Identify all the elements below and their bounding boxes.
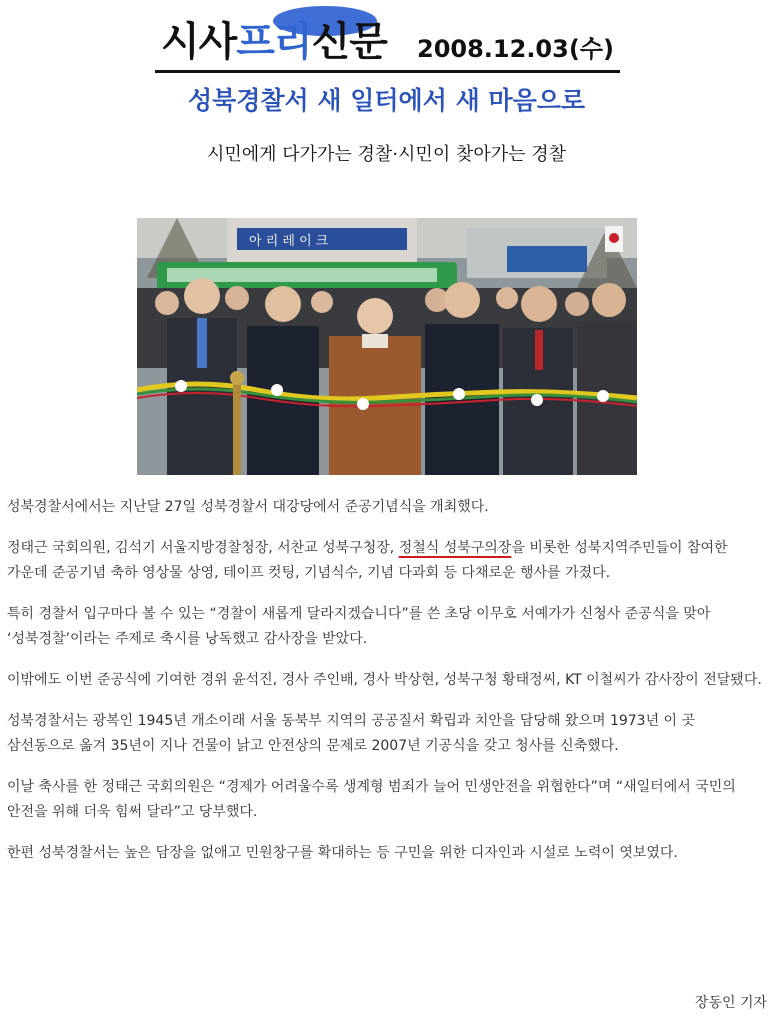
article-paragraph-1: 성북경찰서에서는 지난달 27일 성북경찰서 대강당에서 준공기념식을 개최했다.: [7, 499, 489, 515]
article-subheadline: 시민에게 다가가는 경찰·시민이 찾아가는 경찰: [207, 144, 566, 165]
paragraph-2-start: 정태근 국회의원, 김석기 서울지방경찰청장, 서찬교 성북구청장,: [7, 540, 399, 556]
reporter-byline: 장동인 기자: [694, 995, 767, 1011]
article-paragraph-3: 특히 경찰서 입구마다 볼 수 있는 “경찰이 새롭게 달라지겠습니다”를 쓴 초당 이무호 서예가가 신청사 준공식을 맞아 ‘성북경찰’이라는 주제로 축시를 낭독했고 감사장을 받았다.: [7, 606, 711, 647]
newspaper-logo[interactable]: [161, 18, 387, 66]
article-paragraph-4: 이밖에도 이번 준공식에 기여한 경위 윤석진, 경사 주인배, 경사 박상현, 성북구청 황태정씨, KT 이철씨가 감사장이 전달됐다.: [7, 672, 762, 688]
article-headline: 성북경찰서 새 일터에서 새 마음으로: [187, 86, 586, 115]
logo-text-part1: 시사: [161, 19, 237, 65]
masthead-rule: [155, 70, 620, 73]
article-paragraph-7: 한편 성북경찰서는 높은 담장을 없애고 민원창구를 확대하는 등 구민을 위한 디자인과 시설로 노력이 엿보였다.: [7, 845, 678, 861]
highlighted-name: 정철식 성북구의장: [398, 540, 512, 556]
article-paragraph-2: [7, 536, 767, 586]
ribbon-cutting-photo: [137, 218, 637, 475]
paragraph-2-end: 을 비롯한 성북지역주민들이 참여한 가운데 준공기념 축하 영상물 상영, 테이프 컷팅, 기념식수, 기념 다과회 등 다채로운 행사를 가졌다.: [7, 540, 728, 581]
masthead: [155, 4, 620, 72]
logo-text-part2: 프리: [236, 19, 312, 65]
article-paragraph-6: 이날 축사를 한 정태근 국회의원은 “경제가 어려울수록 생계형 범죄가 늘어 민생안전을 위협한다”며 “새일터에서 국민의 안전을 위해 더욱 힘써 달라”고 당부했다.: [7, 779, 736, 820]
article-body: [7, 495, 767, 882]
building-sign-text: 아 리 레 이 크: [249, 234, 329, 249]
issue-date: 2008.12.03(수): [417, 35, 614, 63]
article-paragraph-5: 성북경찰서는 광복인 1945년 개소이래 서울 동북부 지역의 공공질서 확립과 치안을 담당해 왔으며 1973년 이 곳 삼선동으로 옮겨 35년이 지나 건물이 낡고 안전상의 문제로 2007년 기공식을 갖고 청사를 신축했다.: [7, 713, 696, 754]
logo-text-part3: 신문: [311, 19, 387, 65]
photo-illustration: [137, 218, 637, 475]
